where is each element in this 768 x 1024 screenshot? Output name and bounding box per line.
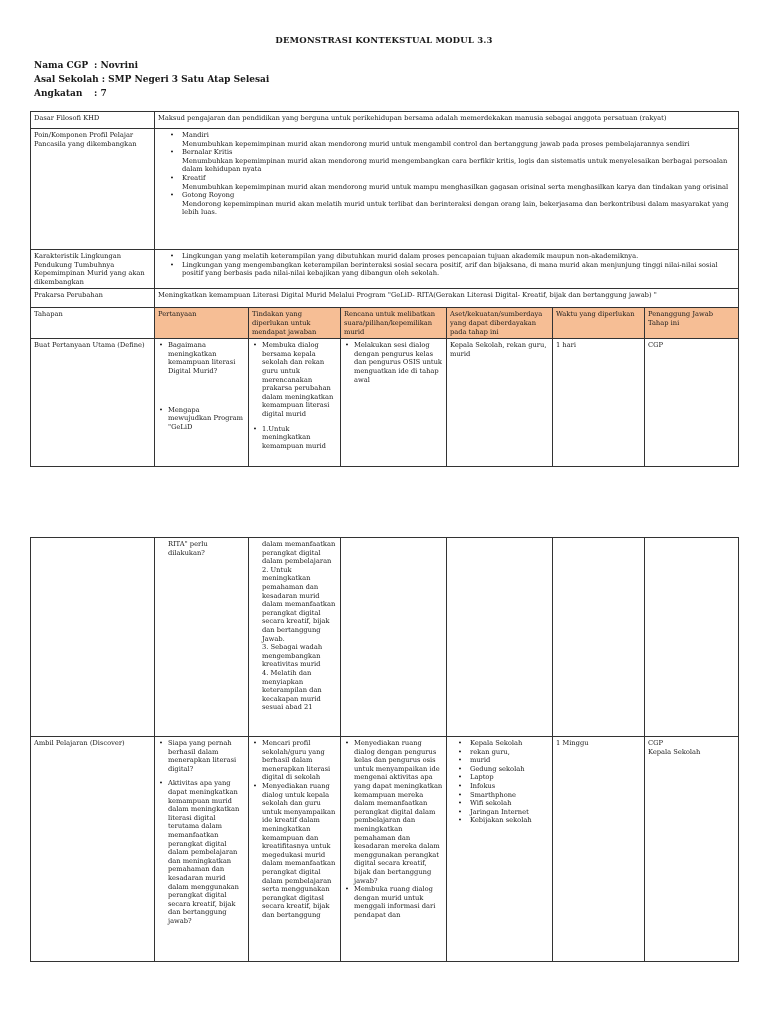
table-row-discover	[31, 737, 739, 962]
row-profil-pelajar	[31, 129, 739, 250]
cell-tindakan	[249, 339, 341, 467]
header-penanggung: Penanggung Jawab Tahap ini	[645, 308, 739, 339]
cell-text: Kepala Sekolah	[648, 747, 701, 756]
row-dasar-filosofi	[31, 112, 739, 129]
list-item: • 1.Untuk meningkatkan kemampuan murid	[252, 425, 337, 451]
list-item: • Aktivitas apa yang dapat meningkatkan kemampuan murid dalam meningkatkan literasi digital terutama dalam memanfaatkan perangkat digital dalam pembelajaran dan meningkatkan pemahaman dan kesadaran murid dalam menggunakan perangkat digital secara kreatif, bijak dan bertanggung jawab?	[158, 779, 245, 925]
cell-rencana	[341, 737, 447, 962]
list-item: • Gedung sekolah	[447, 765, 550, 774]
plan-table-part-2	[30, 537, 739, 962]
list-item: • Menyediakan ruang dialog dengan pengurus kelas dan pengurus osis untuk menyampaikan ide mengenai aktivitas apa yang dapat meningkatkan kemampuan mereka dalam memanfaatkan perangkat digital dalam pembelajaran dan meningkatkan pemahaman dan kesadaran mereka dalam menggunakan perangkat digital secara kreatif, bijak dan bertanggung jawab?	[344, 739, 443, 885]
identity-label: Nama CGP	[34, 61, 89, 71]
row-label: Karakteristik Lingkungan Pendukung Tumbuhnya Kepemimpinan Murid yang akan dikembangkan	[31, 250, 155, 289]
header-pertanyaan: Pertanyaan	[155, 308, 249, 339]
list-item: • Mandiri Menumbuhkan kepemimpinan murid akan mendorong murid untuk mengambil control dan bertanggung jawab pada proses pembelajarannya sendiri	[158, 131, 735, 148]
row-label: Poin/Komponen Profil Pelajar Pancasila yang dikembangkan	[31, 129, 155, 250]
cell-tahapan: Buat Pertanyaan Utama (Define)	[31, 339, 155, 467]
cell-pertanyaan	[155, 339, 249, 467]
cell-pertanyaan	[155, 737, 249, 962]
profil-list	[158, 131, 735, 217]
list-item: • Bagaimana meningkatkan kemampuan literasi Digital Murid?	[158, 341, 245, 375]
list-item: • Smarthphone	[447, 791, 550, 800]
identity-label: Asal Sekolah	[34, 75, 99, 85]
row-karakteristik	[31, 250, 739, 289]
list-item: • Lingkungan yang melatih keterampilan yang dibutuhkan murid dalam proses pencapaian tujuan akademik maupun non-akademiknya.	[158, 252, 735, 261]
list-item: • Infokus	[447, 782, 550, 791]
identity-label: Angkatan	[34, 89, 83, 99]
cell-rencana	[341, 538, 447, 737]
list-item: • Lingkungan yang mengembangkan keterampilan berinteraksi sosial secara positif, arif dan bijaksana, di mana murid akan menjunjung tinggi nilai-nilai sosial positif yang berbasis pada nilai-nilai kebajikan yang dibangun oleh sekolah.	[158, 261, 735, 278]
row-prakarsa	[31, 289, 739, 308]
header-tindakan: Tindakan yang diperlukan untuk mendapat jawaban	[249, 308, 341, 339]
cell-aset	[447, 538, 553, 737]
cell-text: CGP	[648, 739, 663, 747]
cell-text: 2. Untuk meningkatkan pemahaman dan kesadaran murid dalam memanfaatkan perangkat digital secara kreatif, bijak dan bertanggung Jawab.	[262, 565, 336, 643]
list-item: • Menyediakan ruang dialog untuk kepala sekolah dan guru untuk menyampaikan ide kreatif dalam meningkatkan kemampuan dan kreatifitasnya untuk megedukasi murid dalam memanfaatkan perangkat digital dalam pembelajaran serta menggunakan perangkat digitasl secara kreatif, bijak dan bertanggung	[252, 782, 337, 920]
cell-waktu: 1 hari	[553, 339, 645, 467]
list-item: • Jaringan Internet	[447, 808, 550, 817]
list-item: • Membuka ruang dialog dengan murid untuk menggali informasi dari pendapat dan	[344, 885, 443, 919]
identity-value: : SMP Negeri 3 Satu Atap Selesai	[101, 75, 270, 85]
cell-tahapan	[31, 538, 155, 737]
cell-pertanyaan	[155, 538, 249, 737]
table-row-define-continued	[31, 538, 739, 737]
cell-aset: Kepala Sekolah, rekan guru, murid	[447, 339, 553, 467]
list-item: • Mengapa mewujudkan Program "GeLiD	[158, 406, 245, 432]
cell-text: RITA" perlu dilakukan?	[168, 540, 208, 557]
row-value	[155, 250, 739, 289]
list-item: • Bernalar Kritis Menumbuhkan kepemimpinan murid akan mendorong murid mengembangkan cara berfikir kritis, logis dan sistematis untuk menyelesaikan berbagai persoalan dalam kehidupan nyata	[158, 148, 735, 174]
list-item: • Kebijakan sekolah	[447, 816, 550, 825]
identity-value: : Novrini	[94, 61, 139, 71]
table-header-row	[31, 308, 739, 339]
list-item: • Gotong Royong Mendorong kepemimpinan murid akan melatih murid untuk terlibat dan berinteraksi dengan orang lain, bekerjasama dan berkontribusi dalam masyarakat yang lebih luas.	[158, 191, 735, 217]
list-item: • Melakukan sesi dialog dengan pengurus kelas dan pengurus OSIS untuk menguatkan ide di tahap awal	[344, 341, 443, 384]
list-item: • Wifi sekolah	[447, 799, 550, 808]
cell-waktu	[553, 538, 645, 737]
row-value: Maksud pengajaran dan pendidikan yang berguna untuk perikehidupan bersama adalah memerdekakan manusia sebagai anggota persatuan (rakyat)	[155, 112, 739, 129]
document-title: DEMONSTRASI KONTEKSTUAL MODUL 3.3	[275, 36, 493, 46]
list-item: • Kepala Sekolah	[447, 739, 550, 748]
karakteristik-list	[158, 252, 735, 278]
row-label: Prakarsa Perubahan	[31, 289, 155, 308]
row-value: Meningkatkan kemampuan Literasi Digital Murid Melalui Program "GeLiD- RITA(Gerakan Literasi Digital- Kreatif, bijak dan bertanggung jawab) "	[155, 289, 739, 308]
plan-table-part-1	[30, 111, 739, 467]
row-label: Dasar Filosofi KHD	[31, 112, 155, 129]
cell-waktu: 1 Minggu	[553, 737, 645, 962]
cell-rencana	[341, 339, 447, 467]
cell-penanggung: CGP	[645, 339, 739, 467]
identity-row-sekolah	[34, 73, 269, 87]
cell-tahapan: Ambil Pelajaran (Discover)	[31, 737, 155, 962]
cell-tindakan	[249, 538, 341, 737]
list-item: • Membuka dialog bersama kepala sekolah dan rekan guru untuk merencanakan prakarsa perubahan dalam meningkatkan kemampuan literasi digital murid	[252, 341, 337, 418]
identity-value: : 7	[94, 89, 107, 99]
header-waktu: Waktu yang diperlukan	[553, 308, 645, 339]
list-item: • Kreatif Menumbuhkan kepemimpinan murid akan mendorong murid untuk mampu menghasilkan gagasan orisinal serta menghasilkan karya dan tindakan yang orisinal	[158, 174, 735, 191]
header-rencana: Rencana untuk melibatkan suara/pilihan/kepemilikan murid	[341, 308, 447, 339]
table-row-define	[31, 339, 739, 467]
cell-text: 4. Melatih dan menyiapkan keterampilan dan kecakapan murid sesuai abad 21	[262, 668, 322, 712]
cell-penanggung	[645, 737, 739, 962]
cell-penanggung	[645, 538, 739, 737]
list-item: • Mencari profil sekolah/guru yang berhasil dalam menerapkan literasi digital di sekolah	[252, 739, 337, 782]
identity-row-nama	[34, 59, 269, 73]
identity-block	[34, 59, 269, 101]
header-tahapan: Tahapan	[31, 308, 155, 339]
cell-tindakan	[249, 737, 341, 962]
list-item: • Siapa yang pernah berhasil dalam menerapkan literasi digital?	[158, 739, 245, 773]
cell-text: dalam memanfaatkan perangkat digital dalam pembelajaran	[262, 540, 336, 566]
identity-row-angkatan	[34, 87, 269, 101]
list-item: • rekan guru,	[447, 748, 550, 757]
cell-aset	[447, 737, 553, 962]
row-value	[155, 129, 739, 250]
list-item: • Laptop	[447, 773, 550, 782]
list-item: • murid	[447, 756, 550, 765]
cell-text: 3. Sebagai wadah mengembangkan kreativitas murid	[262, 643, 323, 669]
header-aset: Aset/kekuatan/sumberdaya yang dapat diberdayakan pada tahap ini	[447, 308, 553, 339]
